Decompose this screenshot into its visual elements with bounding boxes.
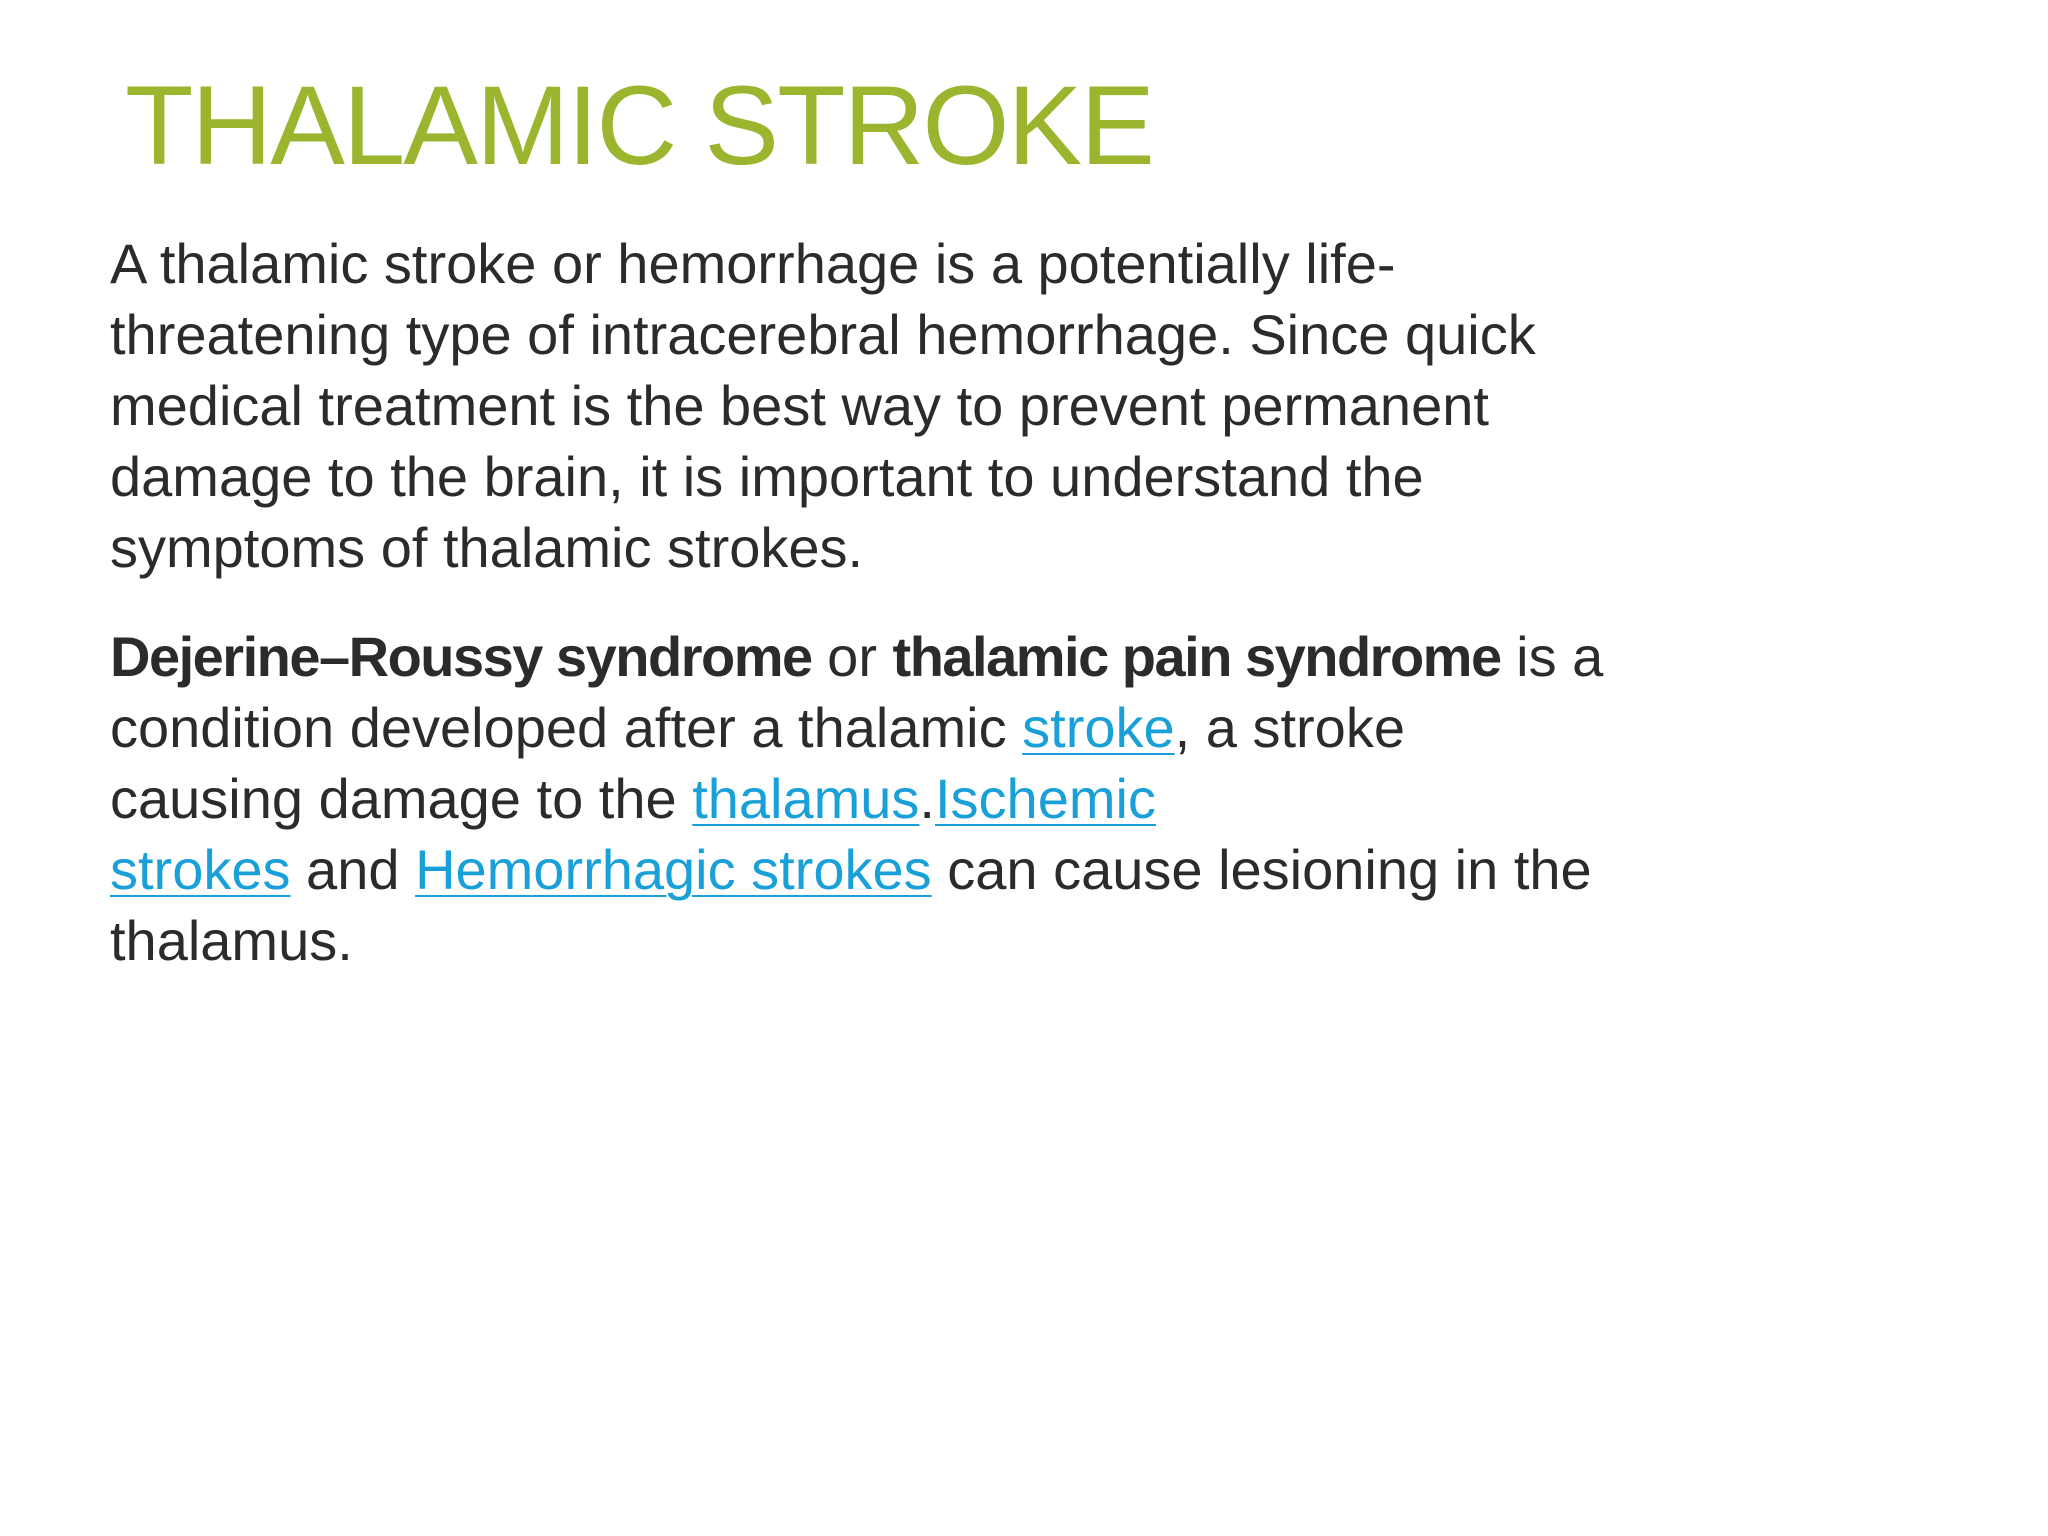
- text-span: can cause lesioning in the: [931, 838, 1592, 901]
- link-hemorrhagic-strokes[interactable]: Hemorrhagic strokes: [415, 838, 932, 901]
- slide-body: [110, 228, 1790, 976]
- link-thalamus[interactable]: thalamus: [692, 767, 920, 830]
- paragraph-thalamic-stroke: [110, 228, 1790, 583]
- paragraph-line: threatening type of intracerebral hemorrhage. Since quick: [110, 303, 1536, 366]
- text-span: and: [290, 838, 416, 901]
- text-span: or: [811, 625, 893, 688]
- text-span: causing damage to the: [110, 767, 693, 830]
- paragraph-line: damage to the brain, it is important to understand the: [110, 445, 1424, 508]
- text-span: is a: [1500, 625, 1604, 688]
- text-span: condition developed after a thalamic: [110, 696, 1023, 759]
- link-ischemic-strokes[interactable]: Ischemic: [934, 767, 1156, 830]
- paragraph-line: symptoms of thalamic strokes.: [110, 516, 864, 579]
- slide-title: THALAMIC STROKE: [125, 63, 1153, 188]
- term-thalamic-pain-syndrome: thalamic pain syndrome: [892, 625, 1501, 688]
- paragraph-line: A thalamic stroke or hemorrhage is a potentially life-: [110, 232, 1396, 295]
- link-ischemic-strokes-cont[interactable]: strokes: [110, 838, 291, 901]
- link-stroke[interactable]: stroke: [1022, 696, 1175, 759]
- text-span: thalamus.: [110, 909, 353, 972]
- term-dejerine-roussy: Dejerine–Roussy syndrome: [110, 625, 812, 688]
- paragraph-line: medical treatment is the best way to prevent permanent: [110, 374, 1489, 437]
- text-span: , a stroke: [1174, 696, 1405, 759]
- text-span: .: [919, 767, 935, 830]
- paragraph-dejerine-roussy: [110, 621, 1790, 976]
